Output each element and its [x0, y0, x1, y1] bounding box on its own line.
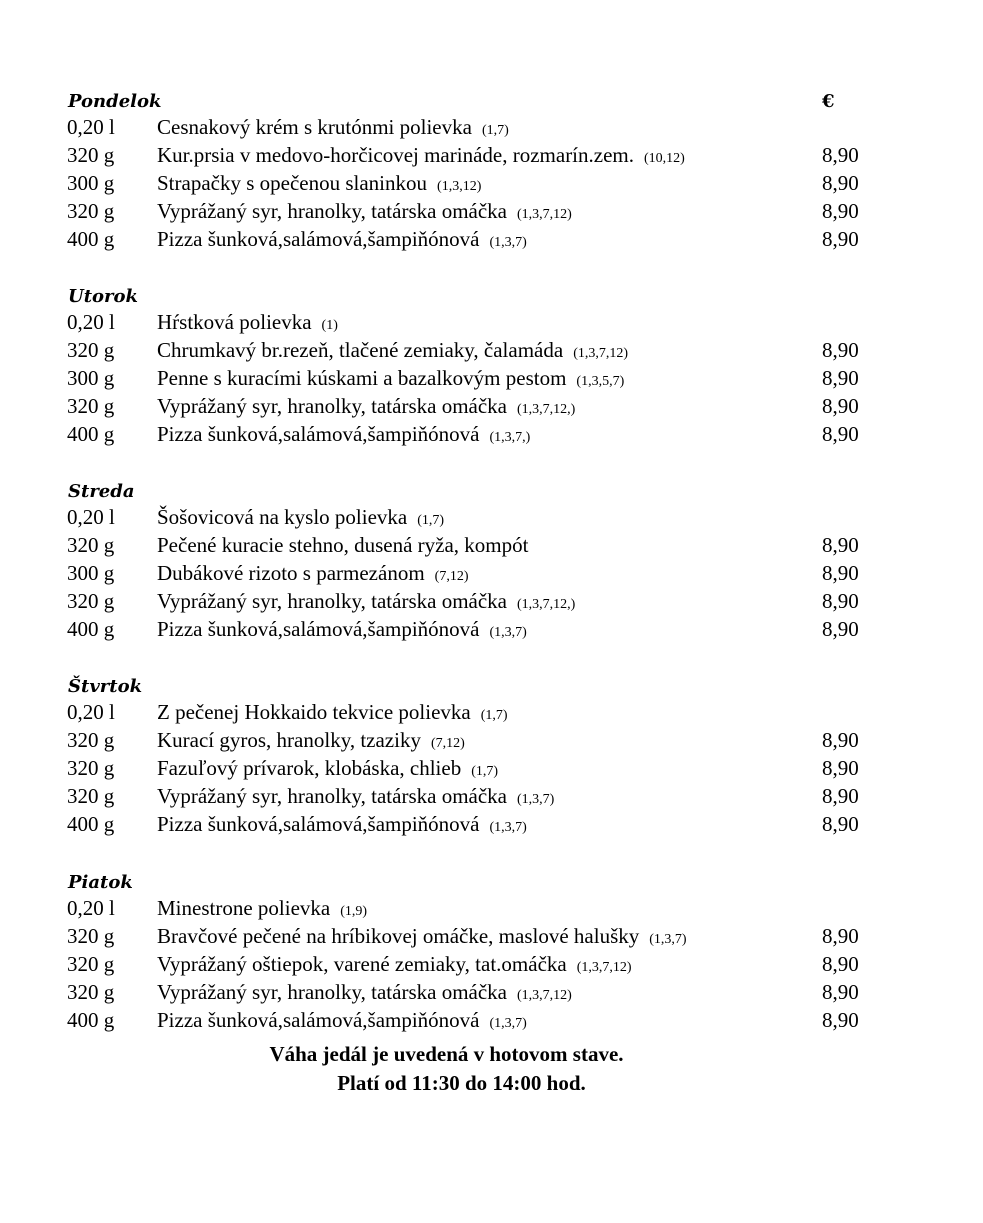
item-price: 8,90 — [822, 561, 859, 585]
item-allergens: (1,3,7,12) — [573, 346, 629, 361]
menu-item-row — [0, 894, 983, 922]
item-allergens: (1,3,7) — [517, 792, 555, 807]
menu-item-row — [0, 336, 983, 364]
item-name: Vyprážaný syr, hranolky, tatárska omáčka — [157, 199, 507, 223]
item-allergens: (1,3,7,12,) — [517, 402, 576, 417]
item-name: Fazuľový prívarok, klobáska, chlieb — [157, 756, 462, 780]
item-allergens: (7,12) — [434, 569, 469, 584]
item-price: 8,90 — [822, 366, 859, 390]
menu-item-row — [0, 141, 983, 169]
item-name: Hŕstková polievka — [157, 310, 312, 334]
item-allergens: (1,3,7) — [489, 235, 527, 250]
item-price: 8,90 — [822, 1008, 859, 1032]
day-heading: Pondelok — [68, 91, 162, 112]
day-heading: Piatok — [68, 872, 133, 893]
currency-label: € — [822, 91, 835, 112]
item-allergens: (1,3,7) — [489, 820, 527, 835]
item-quantity: 320 g — [67, 980, 115, 1004]
item-allergens: (1,7) — [480, 708, 508, 723]
item-price: 8,90 — [822, 199, 859, 223]
menu-item-row — [0, 169, 983, 197]
item-name: Z pečenej Hokkaido tekvice polievka — [157, 700, 471, 724]
item-name: Penne s kuracími kúskami a bazalkovým pestom — [157, 366, 567, 390]
item-allergens: (1,3,7,) — [489, 430, 531, 445]
item-price: 8,90 — [822, 617, 859, 641]
item-allergens: (1,3,7) — [489, 625, 527, 640]
item-price: 8,90 — [822, 924, 859, 948]
item-name-wrap — [157, 531, 528, 559]
item-quantity: 400 g — [67, 617, 115, 641]
item-allergens: (1,3,12) — [437, 179, 482, 194]
item-quantity: 320 g — [67, 784, 115, 808]
item-quantity: 400 g — [67, 422, 115, 446]
item-quantity: 320 g — [67, 143, 115, 167]
item-name: Pizza šunková,salámová,šampiňónová — [157, 227, 480, 251]
item-name: Bravčové pečené na hríbikovej omáčke, maslové halušky — [157, 924, 640, 948]
item-quantity: 0,20 l — [67, 115, 115, 139]
menu-item-row — [0, 503, 983, 531]
item-quantity: 320 g — [67, 924, 115, 948]
item-name: Šošovicová na kyslo polievka — [157, 505, 408, 529]
item-quantity: 320 g — [67, 199, 115, 223]
item-price: 8,90 — [822, 227, 859, 251]
item-allergens: (1,3,7,12,) — [517, 597, 576, 612]
item-name: Cesnakový krém s krutónmi polievka — [157, 115, 472, 139]
item-allergens: (1,9) — [340, 904, 368, 919]
item-allergens: (1) — [321, 318, 338, 333]
item-allergens: (1,3,5,7) — [576, 374, 625, 389]
item-name: Strapačky s opečenou slaninkou — [157, 171, 428, 195]
day-heading: Štvrtok — [68, 676, 143, 697]
item-name: Kurací gyros, hranolky, tzaziky — [157, 728, 421, 752]
item-price: 8,90 — [822, 980, 859, 1004]
item-price: 8,90 — [822, 338, 859, 362]
item-price: 8,90 — [822, 784, 859, 808]
item-allergens: (1,3,7) — [489, 1016, 527, 1031]
menu-item-row — [0, 698, 983, 726]
item-quantity: 320 g — [67, 589, 115, 613]
item-price: 8,90 — [822, 394, 859, 418]
menu-item-row — [0, 392, 983, 420]
item-name-wrap — [157, 225, 527, 257]
item-quantity: 400 g — [67, 1008, 115, 1032]
item-allergens: (1,7) — [471, 764, 499, 779]
item-allergens: (1,3,7) — [649, 932, 687, 947]
item-quantity: 320 g — [67, 952, 115, 976]
menu-item-row — [0, 308, 983, 336]
item-quantity: 400 g — [67, 812, 115, 836]
menu-item-row — [0, 364, 983, 392]
item-quantity: 320 g — [67, 756, 115, 780]
item-price: 8,90 — [822, 143, 859, 167]
item-quantity: 400 g — [67, 227, 115, 251]
menu-item-row — [0, 113, 983, 141]
menu-item-row — [0, 754, 983, 782]
day-heading: Utorok — [68, 286, 138, 307]
item-quantity: 300 g — [67, 171, 115, 195]
item-name: Pečené kuracie stehno, dusená ryža, kompót — [157, 533, 529, 557]
item-name: Pizza šunková,salámová,šampiňónová — [157, 422, 480, 446]
item-name: Vyprážaný syr, hranolky, tatárska omáčka — [157, 784, 507, 808]
item-name: Kur.prsia v medovo-horčicovej marináde, rozmarín.zem. — [157, 143, 634, 167]
item-quantity: 0,20 l — [67, 700, 115, 724]
menu-item-row — [0, 225, 983, 253]
item-price: 8,90 — [822, 756, 859, 780]
item-price: 8,90 — [822, 589, 859, 613]
item-price: 8,90 — [822, 533, 859, 557]
item-quantity: 320 g — [67, 394, 115, 418]
item-name: Vyprážaný syr, hranolky, tatárska omáčka — [157, 980, 507, 1004]
menu-item-row — [0, 420, 983, 448]
footer-weight-note: Váha jedál je uvedená v hotovom stave. — [269, 1042, 624, 1066]
item-name: Vyprážaný oštiepok, varené zemiaky, tat.omáčka — [157, 952, 567, 976]
menu-item-row — [0, 1006, 983, 1034]
item-name: Chrumkavý br.rezeň, tlačené zemiaky, čalamáda — [157, 338, 564, 362]
item-quantity: 320 g — [67, 338, 115, 362]
footer-hours-note: Platí od 11:30 do 14:00 hod. — [337, 1071, 586, 1095]
item-price: 8,90 — [822, 422, 859, 446]
item-allergens: (1,7) — [417, 513, 445, 528]
item-quantity: 320 g — [67, 728, 115, 752]
menu-item-row — [0, 810, 983, 838]
item-name: Pizza šunková,salámová,šampiňónová — [157, 1008, 480, 1032]
item-name-wrap — [157, 810, 527, 842]
item-quantity: 0,20 l — [67, 505, 115, 529]
menu-item-row — [0, 782, 983, 810]
menu-item-row — [0, 950, 983, 978]
item-name-wrap — [157, 1006, 527, 1038]
item-allergens: (1,3,7,12) — [517, 207, 572, 222]
item-quantity: 300 g — [67, 561, 115, 585]
item-allergens: (1,3,7,12) — [576, 960, 632, 975]
menu-item-row — [0, 978, 983, 1006]
day-heading: Streda — [68, 481, 135, 502]
menu-item-row — [0, 559, 983, 587]
menu-item-row — [0, 587, 983, 615]
item-quantity: 0,20 l — [67, 310, 115, 334]
item-quantity: 300 g — [67, 366, 115, 390]
item-price: 8,90 — [822, 952, 859, 976]
item-name: Dubákové rizoto s parmezánom — [157, 561, 425, 585]
item-name: Vyprážaný syr, hranolky, tatárska omáčka — [157, 589, 507, 613]
menu-item-row — [0, 531, 983, 559]
item-price: 8,90 — [822, 812, 859, 836]
item-allergens: (1,3,7,12) — [517, 988, 572, 1003]
item-allergens: (7,12) — [430, 736, 465, 751]
item-name: Minestrone polievka — [157, 896, 331, 920]
item-quantity: 0,20 l — [67, 896, 115, 920]
item-price: 8,90 — [822, 171, 859, 195]
menu-item-row — [0, 615, 983, 643]
item-price: 8,90 — [822, 728, 859, 752]
item-name: Pizza šunková,salámová,šampiňónová — [157, 617, 480, 641]
item-name: Pizza šunková,salámová,šampiňónová — [157, 812, 480, 836]
item-name-wrap — [157, 420, 530, 452]
menu-item-row — [0, 197, 983, 225]
item-allergens: (1,7) — [481, 123, 509, 138]
item-name: Vyprážaný syr, hranolky, tatárska omáčka — [157, 394, 507, 418]
item-quantity: 320 g — [67, 533, 115, 557]
item-name-wrap — [157, 615, 527, 647]
item-allergens: (10,12) — [644, 151, 685, 166]
menu-item-row — [0, 922, 983, 950]
menu-item-row — [0, 726, 983, 754]
